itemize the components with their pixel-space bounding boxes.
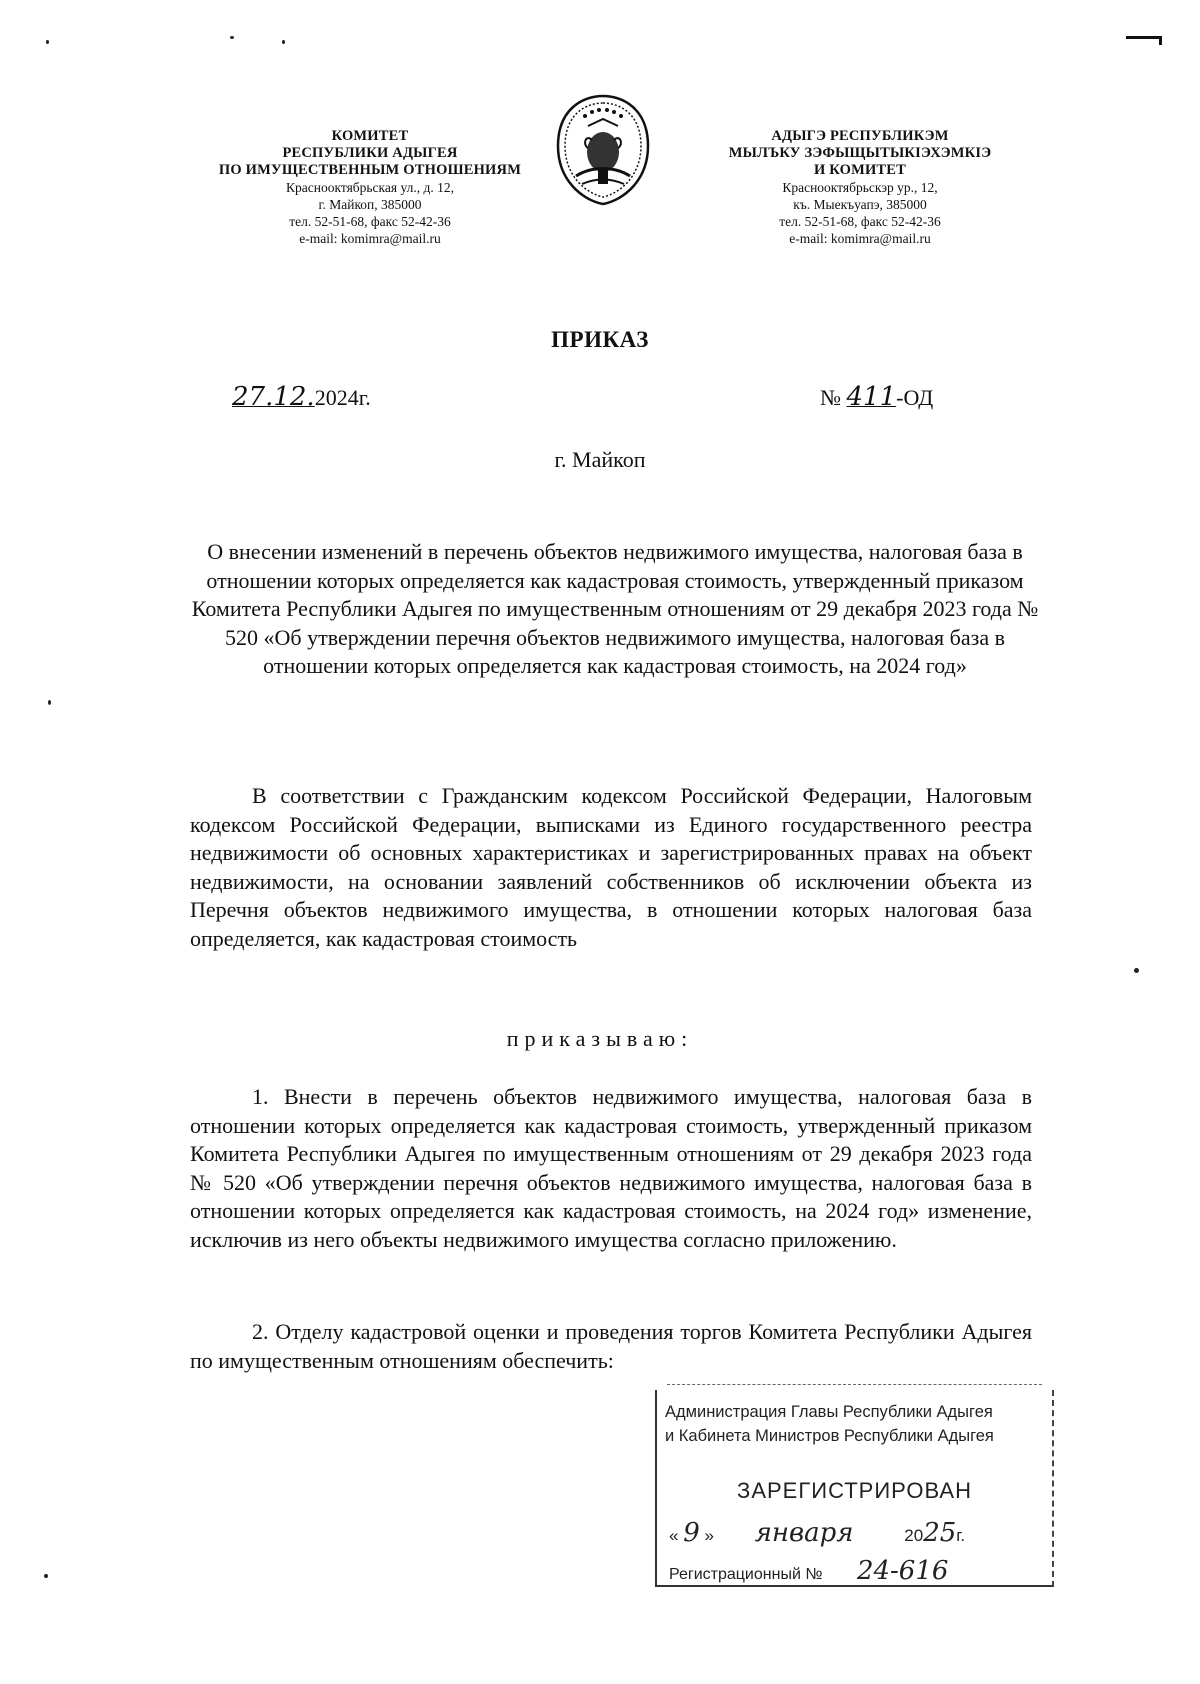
handwritten-number: 411 — [846, 382, 897, 412]
stamp-year-suffix: 25 — [923, 1518, 957, 1548]
org-name-line: ПО ИМУЩЕСТВЕННЫМ ОТНОШЕНИЯМ — [218, 162, 522, 178]
org-city: г. Майкоп, 385000 — [318, 197, 422, 212]
handwritten-date: 27.12. — [232, 382, 315, 412]
stamp-date — [669, 1518, 1049, 1548]
stamp-registration — [669, 1556, 958, 1586]
letterhead-adyghe — [690, 128, 1030, 247]
stamp-month: января — [754, 1518, 854, 1548]
stamp-org-line: и Кабинета Министров Республики Адыгея — [665, 1427, 994, 1445]
stamp-day: 9 — [683, 1518, 700, 1548]
org-phone: тел. 52-51-68, факс 52-42-36 — [289, 214, 451, 229]
number-suffix: -ОД — [896, 385, 934, 410]
order-preamble: В соответствии с Гражданским кодексом Российской Федерации, Налоговым кодексом Российской Федерации, выписками из Единого государственного реестра недвижимости об основных характеристиках и зарегистрированных правах на объект недвижимости, на основании заявлений собственников об исключении объекта из Перечня объектов недвижимого имущества, в отношении которых налоговая база определяется, как кадастровая стоимость — [190, 783, 1032, 951]
scan-speck — [46, 40, 49, 44]
scan-speck — [282, 40, 285, 44]
org-address: Краснооктябрьская ул., д. 12, — [286, 180, 454, 195]
org-city: къ. Мыекъуапэ, 385000 — [793, 197, 927, 212]
order-item-1: 1. Внести в перечень объектов недвижимого имущества, налоговая база в отношении которых определяется как кадастровая стоимость, утвержденный приказом Комитета Республики Адыгея по имущественным отношениям от 29 декабря 2023 года № 520 «Об утверждении перечня объектов недвижимого имущества, налоговая база в отношении которых определяется как кадастровая стоимость, на 2024 год» изменение, исключив из него объекты недвижимого имущества согласно приложению. — [190, 1084, 1032, 1252]
letterhead-russian — [180, 128, 560, 247]
order-subject: О внесении изменений в перечень объектов недвижимого имущества, налоговая база в отношении которых определяется как кадастровая стоимость, утвержденный приказом Комитета Республики Адыгея по имущественным отношениям от 29 декабря 2023 года № 520 «Об утверждении перечня объектов недвижимого имущества, налоговая база в отношении которых определяется как кадастровая стоимость, на 2024 год» — [191, 539, 1039, 678]
scan-corner-mark — [1126, 36, 1160, 39]
stamp-reg-number: 24-616 — [827, 1556, 959, 1587]
org-address: Краснооктябрьскэр ур., 12, — [782, 180, 938, 195]
date-year: 2024г. — [314, 385, 371, 410]
stamp-quote-open: « — [669, 1526, 679, 1545]
stamp-organization — [665, 1400, 1045, 1448]
org-name-line: КОМИТЕТ — [331, 128, 409, 144]
stamp-year-unit: г. — [956, 1526, 966, 1545]
order-number — [820, 382, 933, 412]
org-name-line: МЫЛЪКУ ЗЭФЫЩЫТЫКІЭХЭМКІЭ — [728, 145, 992, 161]
registration-stamp — [655, 1390, 1054, 1587]
stamp-top-edge — [667, 1384, 1042, 1385]
org-phone: тел. 52-51-68, факс 52-42-36 — [779, 214, 941, 229]
adygea-emblem-icon — [552, 92, 654, 208]
scan-speck — [48, 700, 51, 705]
order-item-2: 2. Отделу кадастровой оценки и проведения торгов Комитета Республики Адыгея по имущественным отношениям обеспечить: — [190, 1319, 1032, 1373]
stamp-reg-label: Регистрационный № — [669, 1566, 823, 1583]
stamp-year-prefix: 20 — [904, 1526, 924, 1545]
org-email: e-mail: komimra@mail.ru — [789, 231, 931, 246]
org-name-line: АДЫГЭ РЕСПУБЛИКЭМ — [771, 128, 949, 144]
number-prefix: № — [820, 385, 841, 410]
org-name-line: РЕСПУБЛИКИ АДЫГЕЯ — [282, 145, 458, 161]
order-directive-word: приказываю: — [506, 1026, 694, 1051]
document-title: ПРИКАЗ — [551, 327, 649, 352]
org-name-line: И КОМИТЕТ — [813, 162, 907, 178]
stamp-quote-close: » — [704, 1526, 714, 1545]
order-date — [232, 382, 371, 412]
scan-speck — [44, 1574, 48, 1578]
scan-speck — [1134, 968, 1139, 973]
stamp-org-line: Администрация Главы Республики Адыгея — [665, 1403, 993, 1421]
org-email: e-mail: komimra@mail.ru — [299, 231, 441, 246]
scan-speck — [230, 36, 234, 39]
order-city: г. Майкоп — [554, 447, 646, 472]
stamp-status: ЗАРЕГИСТРИРОВАН — [737, 1478, 972, 1503]
